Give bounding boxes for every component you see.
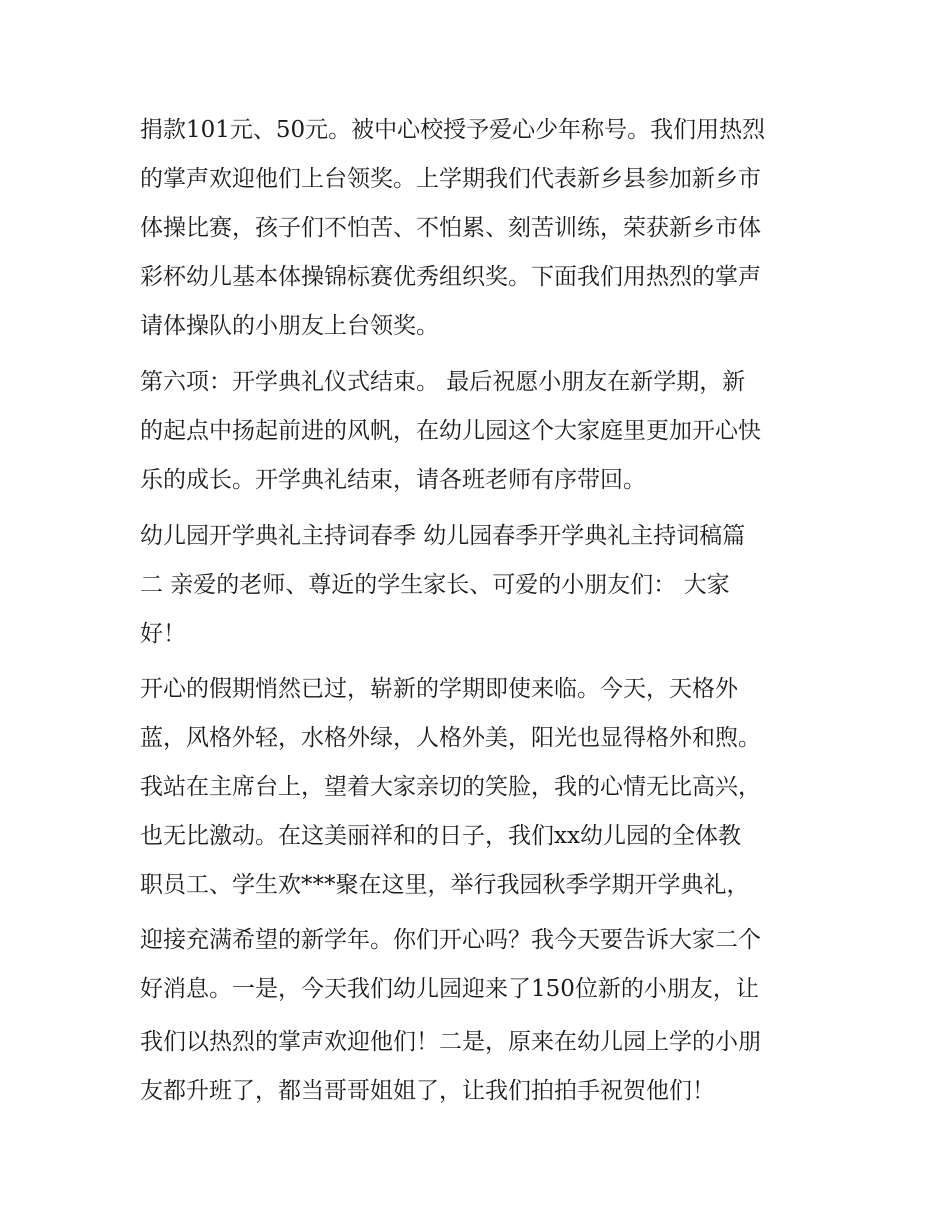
text-line: 的掌声欢迎他们上台领奖。上学期我们代表新乡县参加新乡市 [140,166,761,192]
text-line: 的起点中扬起前进的风帆，在幼儿园这个大家庭里更加开心快 [140,418,761,444]
text-line: 蓝，风格外轻，水格外绿，人格外美，阳光也显得格外和煦。 [140,725,761,751]
text-line: 捐款101元、50元。被中心校授予爱心少年称号。我们用热烈 [140,117,766,143]
text-line: 彩杯幼儿基本体操锦标赛优秀组织奖。下面我们用热烈的掌声 [140,264,761,290]
text-line: 我们以热烈的掌声欢迎他们！二是，原来在幼儿园上学的小朋 [140,1029,761,1055]
text-line: 乐的成长。开学典礼结束，请各班老师有序带回。 [140,467,646,493]
text-line: 二 亲爱的老师、尊近的学生家长、可爱的小朋友们： 大家 [140,572,730,598]
text-line: 也无比激动。在这美丽祥和的日子，我们xx幼儿园的全体教 [140,823,741,849]
text-line: 开心的假期悄然已过，崭新的学期即使来临。今天，天格外 [140,676,738,702]
text-line: 职员工、学生欢***聚在这里，举行我园秋季学期开学典礼， [140,872,750,898]
text-line: 请体操队的小朋友上台领奖。 [140,313,439,339]
text-line: 迎接充满希望的新学年。你们开心吗？我今天要告诉大家二个 [140,927,761,953]
text-line: 好消息。一是，今天我们幼儿园迎来了150位新的小朋友，让 [140,976,759,1002]
text-line: 幼儿园开学典礼主持词春季 幼儿园春季开学典礼主持词稿篇 [140,523,746,549]
text-line: 好！ [140,621,186,647]
text-line: 体操比赛，孩子们不怕苦、不怕累、刻苦训练，荣获新乡市体 [140,215,761,241]
text-line: 第六项：开学典礼仪式结束。 最后祝愿小朋友在新学期，新 [140,369,746,395]
text-line: 友都升班了，都当哥哥姐姐了，让我们拍拍手祝贺他们！ [140,1078,715,1104]
text-line: 我站在主席台上，望着大家亲切的笑脸，我的心情无比高兴， [140,774,761,800]
